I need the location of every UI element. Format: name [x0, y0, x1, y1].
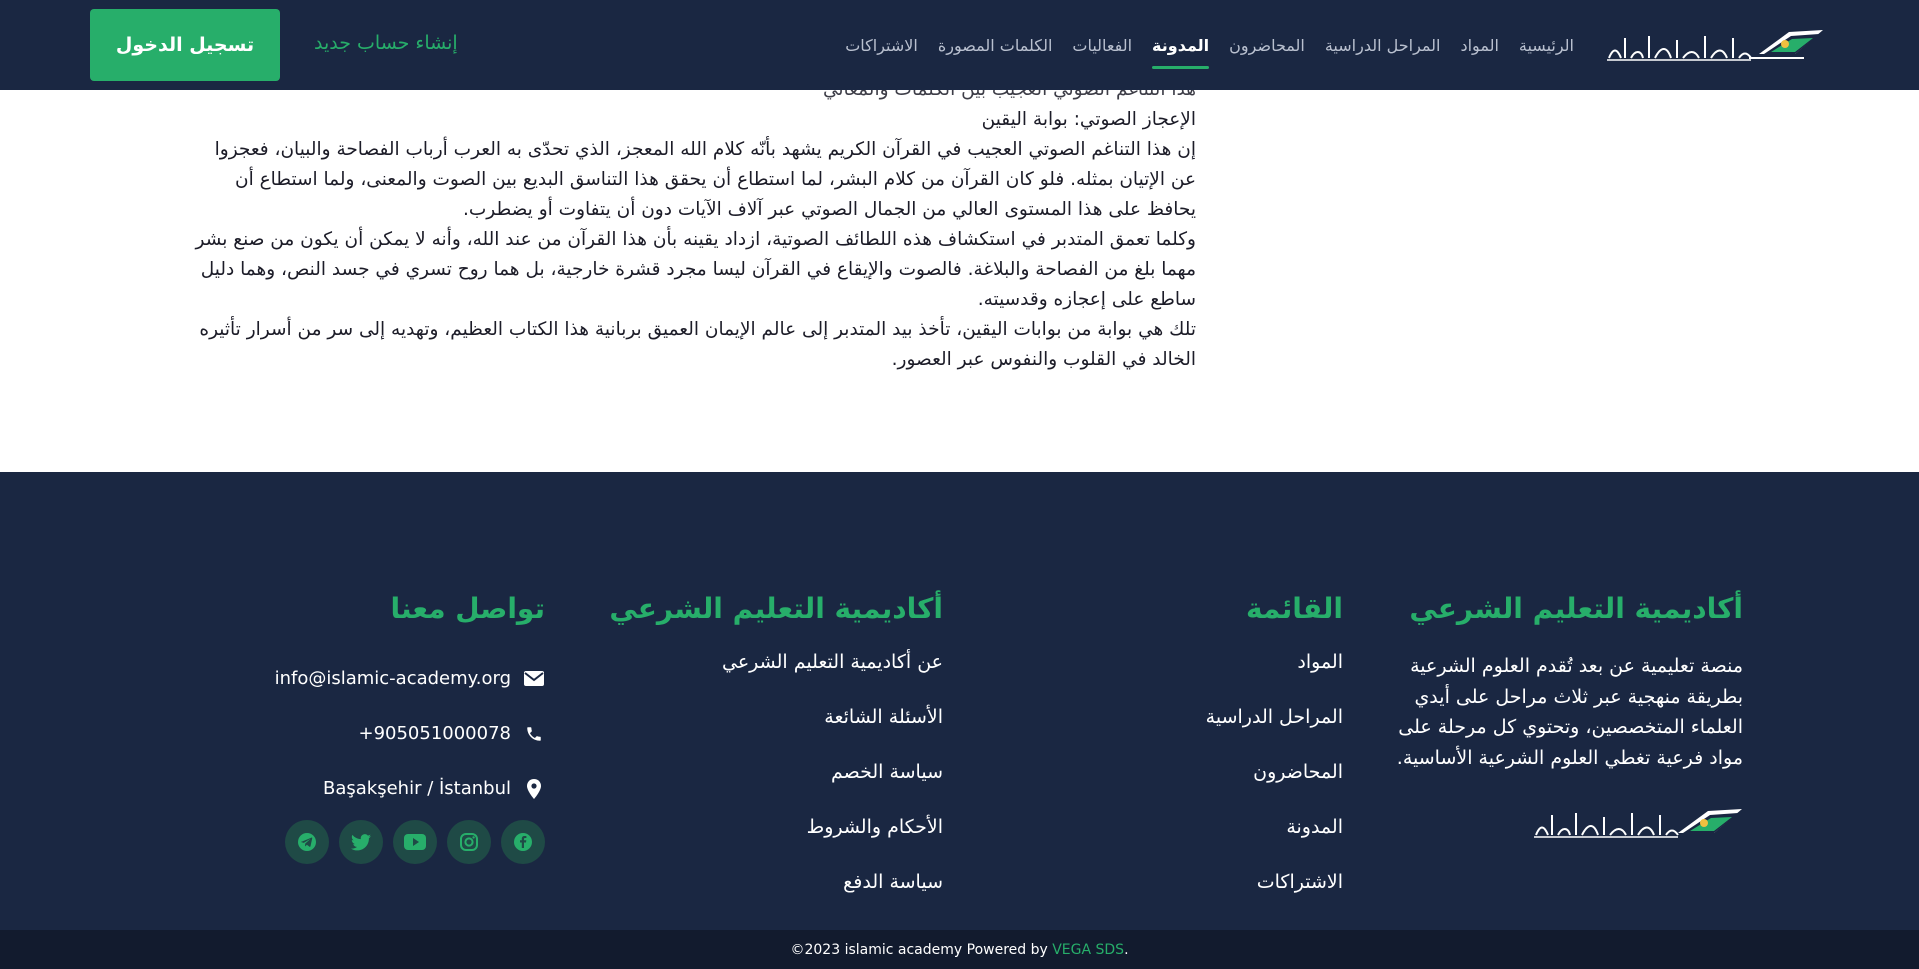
contact-email[interactable] [225, 651, 545, 706]
contact-phone-text: +905051000078 [358, 723, 511, 744]
contact-address-text: Başakşehir / İstanbul [323, 778, 511, 799]
main-nav [845, 0, 1574, 90]
phone-icon [523, 723, 545, 745]
contact-address [225, 761, 545, 816]
youtube-icon[interactable] [393, 820, 437, 864]
footer-menu [1023, 592, 1343, 926]
powered-by-link[interactable]: VEGA SDS [1052, 941, 1125, 958]
footer-link-blog[interactable]: المدونة [1286, 816, 1343, 838]
login-button[interactable]: تسجيل الدخول [90, 9, 280, 81]
footer-about-description: منصة تعليمية عن بعد تُقدم العلوم الشرعية بطريقة منهجية عبر ثلاث مراحل على أيدي العلماء المتخصصين، وتحتوي كل مرحلة على مواد فرعية تغطي العلوم الشرعية الأساسية. [1396, 655, 1743, 769]
site-footer [0, 472, 1919, 930]
footer-link-faq[interactable]: الأسئلة الشائعة [824, 706, 943, 728]
social-links [225, 820, 545, 864]
article-body [186, 75, 1196, 375]
article-paragraph: تلك هي بوابة من بوابات اليقين، تأخذ بيد المتدبر إلى عالم الإيمان العميق بربانية هذا الكتاب العظيم، وتهديه إلى سر من أسرار تأثيره الخالد في القلوب والنفوس عبر العصور. [199, 319, 1196, 370]
footer-contact [225, 592, 545, 864]
footer-link-subscriptions[interactable]: الاشتراكات [1256, 871, 1343, 893]
footer-link-terms[interactable]: الأحكام والشروط [806, 816, 943, 838]
instagram-icon[interactable] [447, 820, 491, 864]
footer-academy-title: أكاديمية التعليم الشرعي [609, 592, 943, 625]
article-heading: الإعجاز الصوتي: بوابة اليقين [981, 109, 1196, 130]
footer-menu-title: القائمة [1245, 592, 1343, 625]
nav-subscriptions[interactable]: الاشتراكات [845, 35, 918, 55]
copyright-suffix: . [1124, 941, 1129, 958]
nav-lecturers[interactable]: المحاضرون [1229, 35, 1305, 55]
footer-link-subjects[interactable]: المواد [1297, 651, 1343, 673]
footer-link-study-stages[interactable]: المراحل الدراسية [1205, 706, 1343, 728]
footer-link-about[interactable]: عن أكاديمية التعليم الشرعي [722, 651, 943, 673]
footer-about [1363, 592, 1743, 843]
article-paragraph: وكلما تعمق المتدبر في استكشاف هذه اللطائف الصوتية، ازداد يقينه بأن هذا القرآن من عند الله، وأنه لا يمكن أن يكون من صنع بشر مهما بلغ من الفصاحة والبلاغة. فالصوت والإيقاع في القرآن ليسا مجرد قشرة خارجية، بل هما روح تسري في جسد النص، وهما دليل ساطع على إعجازه وقدسيته. [195, 229, 1196, 310]
register-link[interactable]: إنشاء حساب جديد [314, 32, 458, 54]
contact-email-text: info@islamic-academy.org [274, 668, 511, 689]
nav-home[interactable]: الرئيسية [1518, 35, 1574, 55]
footer-link-discount-policy[interactable]: سياسة الخصم [830, 761, 943, 783]
copyright-prefix: ©2023 islamic academy Powered by [790, 941, 1053, 958]
academy-logo[interactable] [1599, 24, 1824, 66]
footer-link-lecturers[interactable]: المحاضرون [1253, 761, 1343, 783]
map-pin-icon [523, 778, 545, 800]
copyright-text [790, 942, 1128, 958]
facebook-icon[interactable] [501, 820, 545, 864]
top-navbar [0, 0, 1919, 90]
nav-blog[interactable]: المدونة [1152, 35, 1210, 55]
footer-link-payment-policy[interactable]: سياسة الدفع [843, 871, 943, 893]
nav-events[interactable]: الفعاليات [1072, 35, 1133, 55]
nav-study-stages[interactable]: المراحل الدراسية [1324, 35, 1441, 55]
telegram-icon[interactable] [285, 820, 329, 864]
footer-logo [1363, 803, 1743, 843]
envelope-icon [523, 668, 545, 690]
nav-illustrated-words[interactable]: الكلمات المصورة [937, 35, 1053, 55]
article-paragraph: إن هذا التناغم الصوتي العجيب في القرآن الكريم يشهد بأنّه كلام الله المعجز، الذي تحدّى به العرب أرباب الفصاحة والبيان، فعجزوا عن الإتيان بمثله. فلو كان القرآن من كلام البشر، لما استطاع أن يحقق هذا التناسق البديع بين الصوت والمعنى، ولما استطاع أن يحافظ على هذا المستوى العالي من الجمال الصوتي عبر آلاف الآيات دون أن يتفاوت أو يضطرب. [214, 139, 1196, 220]
copyright-bar [0, 930, 1919, 969]
nav-subjects[interactable]: المواد [1460, 35, 1499, 55]
footer-contact-title: تواصل معنا [390, 592, 545, 625]
footer-about-title: أكاديمية التعليم الشرعي [1409, 592, 1743, 625]
contact-phone[interactable] [225, 706, 545, 761]
footer-academy [583, 592, 943, 926]
twitter-icon[interactable] [339, 820, 383, 864]
